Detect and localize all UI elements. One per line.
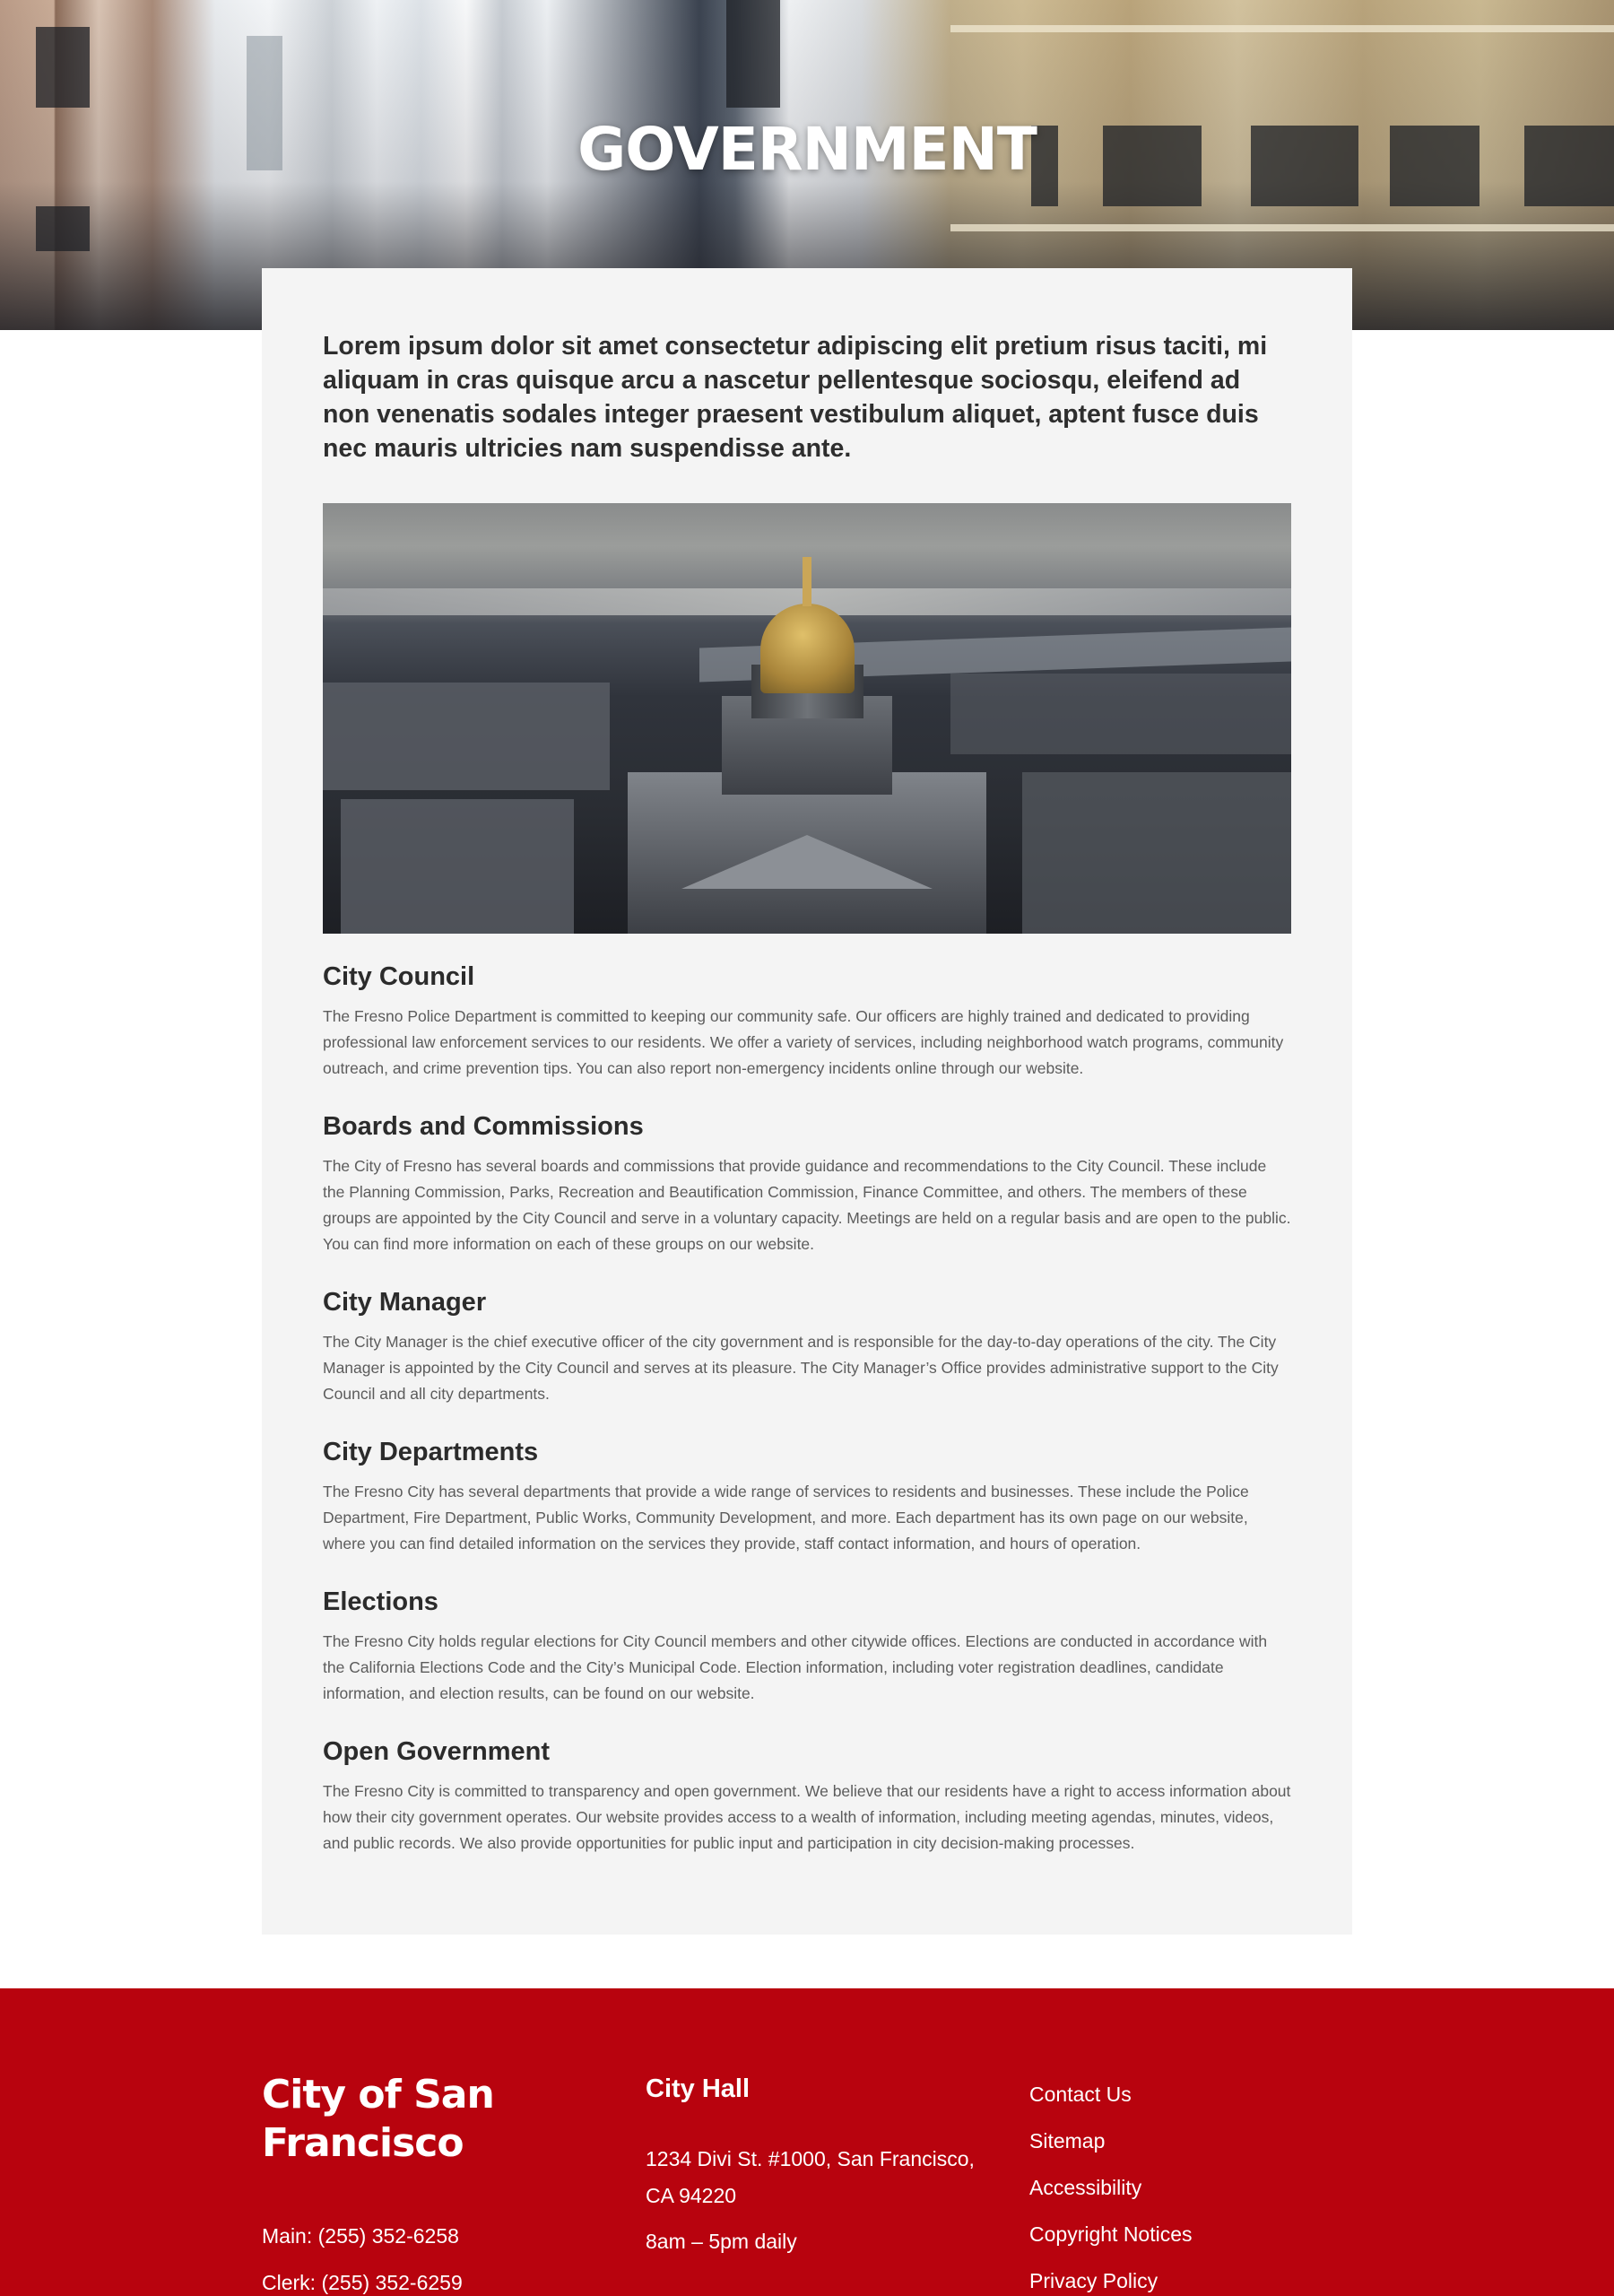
- city-aerial-photo: [323, 503, 1291, 934]
- city-hall-heading: City Hall: [646, 2074, 751, 2103]
- section-heading: Boards and Commissions: [323, 1112, 644, 1141]
- photo-city-block: [341, 799, 574, 934]
- hero-building-window: [726, 0, 780, 108]
- section-heading: City Manager: [323, 1288, 487, 1317]
- footer-links: [1029, 2071, 1352, 2296]
- intro-lead-text: Lorem ipsum dolor sit amet consectetur adipiscing elit pretium risus taciti, mi aliquam in cras quisque arcu a nascetur pellentesque sociosqu, eleifend ad non venenatis sodales integer praesent vestibulum aliquet, aptent fusce duis nec mauris ultricies nam suspendisse ante.: [323, 332, 1268, 463]
- section-city-manager: [323, 1286, 1291, 1407]
- photo-city-block: [950, 674, 1291, 754]
- section-heading: City Council: [323, 962, 475, 991]
- section-city-departments: [323, 1436, 1291, 1557]
- section-heading: Open Government: [323, 1737, 550, 1766]
- footer-link-copyright-notices[interactable]: Copyright Notices: [1029, 2222, 1193, 2246]
- hero-building-window: [36, 27, 90, 108]
- footer-org-name: City of San Francisco: [262, 2072, 494, 2166]
- footer-link-privacy-policy[interactable]: Privacy Policy: [1029, 2269, 1158, 2292]
- content-card: [262, 268, 1352, 1935]
- clerk-phone[interactable]: Clerk: (255) 352-6259: [262, 2271, 463, 2294]
- footer-link-accessibility[interactable]: Accessibility: [1029, 2176, 1142, 2199]
- city-hall-address: 1234 Divi St. #1000, San Francisco, CA 94220: [646, 2147, 975, 2207]
- hero-building-window: [36, 206, 90, 251]
- photo-cathedral-dome: [760, 604, 855, 693]
- section-heading: City Departments: [323, 1438, 539, 1466]
- section-body: The City of Fresno has several boards and commissions that provide guidance and recommendations to the City Council. These include the Planning Commission, Parks, Recreation and Beautification Commission, Finance Committee, and others. The members of these groups are appointed by the City Council and serve in a voluntary capacity. Meetings are held on a regular basis and are open to the public. You can find more information on each of these groups on our website.: [323, 1157, 1291, 1253]
- photo-city-block: [1022, 772, 1291, 934]
- section-body: The Fresno City has several departments that provide a wide range of services to residents and businesses. These include the Police Department, Fire Department, Public Works, Community Development, and more. Each department has its own page on our website, where you can find detailed information on the services they provide, staff contact information, and hours of operation.: [323, 1483, 1249, 1552]
- section-body: The City Manager is the chief executive officer of the city government and is responsible for the day-to-day operations of the city. The City Manager is appointed by the City Council and serves at its pleasure. The City Manager’s Office provides administrative support to the City Council and all city departments.: [323, 1333, 1279, 1403]
- photo-cathedral-pediment: [681, 835, 933, 889]
- section-heading: Elections: [323, 1587, 438, 1616]
- footer-city-hall-column: [646, 2071, 1004, 2260]
- section-body: The Fresno City is committed to transparency and open government. We believe that our residents have a right to access information about how their city government operates. Our website provides access to a wealth of information, including meeting agendas, minutes, videos, and public records. We also provide opportunities for public input and participation in city decision-making processes.: [323, 1782, 1291, 1852]
- footer-link-sitemap[interactable]: Sitemap: [1029, 2129, 1106, 2152]
- section-city-council: [323, 961, 1291, 1082]
- section-boards-and-commissions: [323, 1110, 1291, 1257]
- section-elections: [323, 1586, 1291, 1707]
- footer-contact-column: [262, 2071, 603, 2296]
- section-body: The Fresno Police Department is committed to keeping our community safe. Our officers are highly trained and dedicated to providing professional law enforcement services to our residents. We offer a variety of services, including neighborhood watch programs, community outreach, and crime prevention tips. You can also report non-emergency incidents online through our website.: [323, 1007, 1284, 1077]
- photo-city-block: [323, 683, 610, 790]
- photo-cathedral-spire: [803, 557, 811, 606]
- city-hall-hours: 8am – 5pm daily: [646, 2230, 797, 2253]
- main-phone[interactable]: Main: (255) 352-6258: [262, 2224, 459, 2248]
- section-body: The Fresno City holds regular elections for City Council members and other citywide offices. Elections are conducted in accordance with the California Elections Code and the City’s Municipal Code. Election information, including voter registration deadlines, candidate information, and election results, can be found on our website.: [323, 1632, 1268, 1702]
- site-footer: [0, 1988, 1614, 2296]
- page-title: GOVERNMENT: [577, 115, 1037, 184]
- hero-building-ledge: [950, 25, 1614, 32]
- footer-link-contact-us[interactable]: Contact Us: [1029, 2083, 1132, 2106]
- section-open-government: [323, 1735, 1291, 1857]
- hero-building-ledge: [950, 224, 1614, 231]
